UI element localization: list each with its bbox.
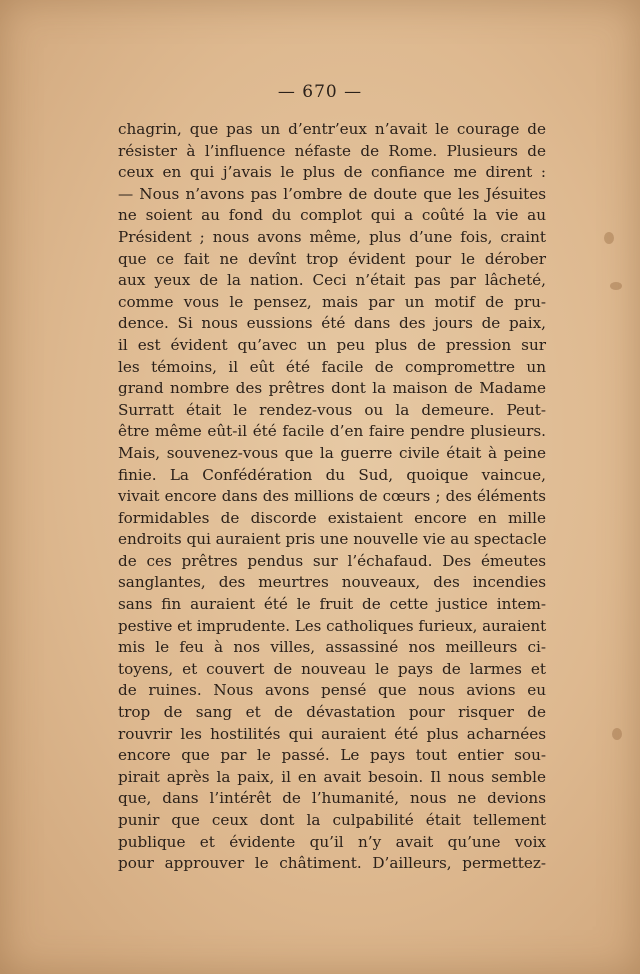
text-line: dence. Si nous eussions été dans des jours de paix, <box>118 314 546 333</box>
text-line: pour approuver le châtiment. D’ailleurs, permettez- <box>118 854 546 873</box>
text-line: endroits qui auraient pris une nouvelle vie au spectacle <box>118 530 547 549</box>
text-line: aux yeux de la nation. Ceci n’était pas par lâcheté, <box>118 271 546 290</box>
text-line: que ce fait ne devînt trop évident pour le dérober <box>118 249 546 268</box>
text-line: sans fin auraient été le fruit de cette justice intem- <box>118 595 546 614</box>
text-line: il est évident qu’avec un peu plus de pression sur <box>118 335 546 354</box>
text-line: pirait après la paix, il en avait besoin. Il nous semble <box>118 767 546 786</box>
text-line: résister à l’influence néfaste de Rome. Plusieurs de <box>118 141 546 160</box>
text-line: que, dans l’intérêt de l’humanité, nous ne devions <box>118 789 546 808</box>
text-line: grand nombre des prêtres dont la maison de Madame <box>118 379 546 398</box>
text-line: rouvrir les hostilités qui auraient été plus acharnées <box>118 724 546 743</box>
text-line: ne soient au fond du complot qui a coûté la vie au <box>118 206 546 225</box>
text-line: — Nous n’avons pas l’ombre de doute que les Jésuites <box>118 184 546 203</box>
page-number: — 670 — <box>277 82 363 102</box>
text-line: être même eût-il été facile d’en faire pendre plusieurs. <box>118 422 546 441</box>
text-line: de ces prêtres pendus sur l’échafaud. Des émeutes <box>118 551 546 570</box>
text-line: mis le feu à nos villes, assassiné nos meilleurs ci- <box>118 638 546 657</box>
text-line: formidables de discorde existaient encore en mille <box>118 508 546 527</box>
text-line: publique et évidente qu’il n’y avait qu’une voix <box>118 832 546 851</box>
text-line: toyens, et couvert de nouveau le pays de larmes et <box>118 659 546 678</box>
text-line: pestive et imprudente. Les catholiques furieux, auraient <box>118 616 547 635</box>
body-text <box>118 119 546 875</box>
text-line: trop de sang et de dévastation pour risquer de <box>118 703 546 722</box>
text-line: punir que ceux dont la culpabilité était tellement <box>118 811 546 829</box>
text-line: Président ; nous avons même, plus d’une fois, craint <box>118 227 546 246</box>
text-line: Surratt était le rendez-vous ou la demeure. Peut- <box>118 400 546 419</box>
paper-stain <box>610 282 622 290</box>
text-line: encore que par le passé. Le pays tout entier sou- <box>118 746 546 765</box>
paper-stain <box>612 728 622 740</box>
text-line: de ruines. Nous avons pensé que nous avions eu <box>118 681 546 700</box>
text-line: finie. La Confédération du Sud, quoique vaincue, <box>118 465 546 484</box>
text-line: comme vous le pensez, mais par un motif de pru- <box>118 292 546 311</box>
text-line: Mais, souvenez-vous que la guerre civile était à peine <box>118 443 546 462</box>
text-line: chagrin, que pas un d’entr’eux n’avait le courage de <box>118 120 546 138</box>
text-line: sanglantes, des meurtres nouveaux, des incendies <box>118 573 546 592</box>
text-line: les témoins, il eût été facile de compromettre un <box>118 357 546 376</box>
paper-stain <box>604 232 614 244</box>
text-line: vivait encore dans des millions de cœurs ; des éléments <box>118 487 546 506</box>
text-line: ceux en qui j’avais le plus de confiance me dirent : <box>118 163 546 182</box>
